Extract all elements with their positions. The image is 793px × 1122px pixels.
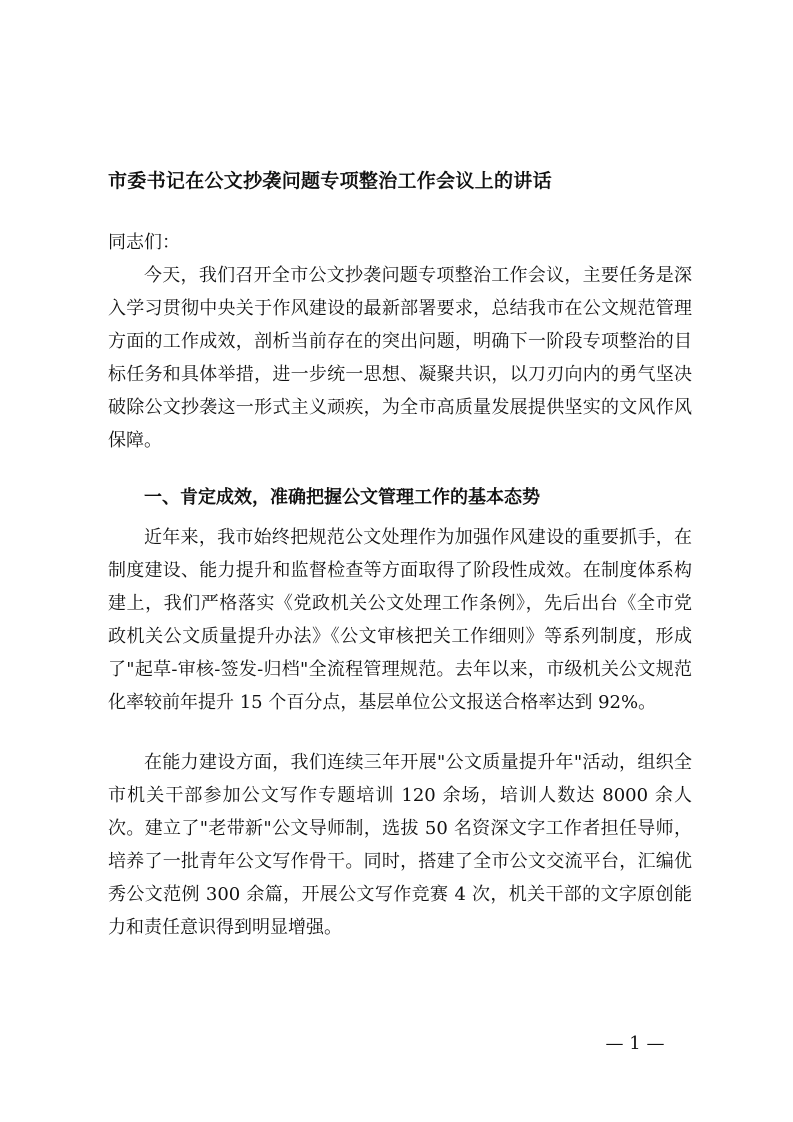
document-title: 市委书记在公文抄袭问题专项整治工作会议上的讲话 <box>108 170 552 192</box>
page-number: — 1 — <box>605 1033 665 1054</box>
salutation: 同志们： <box>108 232 180 253</box>
paragraph-institution-building: 近年来，我市始终把规范公文处理作为加强作风建设的重要抓手，在制度建设、能力提升和监督检查等方面取得了阶段性成效。在制度体系构建上，我们严格落实《党政机关公文处理工作条例》，先后出台《全市党政机关公文质量提升办法》《公文审核把关工作细则》等系列制度，形成了"起草-审核-签发-归档"全流程管理规范。去年以来，市级机关公文规范化率较前年提升 15 个百分点，基层单位公文报送合格率达到 92%。 <box>108 527 692 713</box>
paragraph-capacity-building: 在能力建设方面，我们连续三年开展"公文质量提升年"活动，组织全市机关干部参加公文写作专题培训 120 余场，培训人数达 8000 余人次。建立了"老带新"公文导师制，选拔 50 名资深文字工作者担任导师，培养了一批青年公文写作骨干。同时，搭建了全市公文交流平台，汇编优秀公文范例 300 余篇，开展公文写作竞赛 4 次，机关干部的文字原创能力和责任意识得到明显增强。 <box>108 752 692 938</box>
paragraph-opening: 今天，我们召开全市公文抄袭问题专项整治工作会议，主要任务是深入学习贯彻中央关于作风建设的最新部署要求，总结我市在公文规范管理方面的工作成效，剖析当前存在的突出问题，明确下一阶段专项整治的目标任务和具体举措，进一步统一思想、凝聚共识，以刀刃向内的勇气坚决破除公文抄袭这一形式主义顽疾，为全市高质量发展提供坚实的文风作风保障。 <box>108 265 692 451</box>
section-heading-1: 一、肯定成效，准确把握公文管理工作的基本态势 <box>144 487 540 508</box>
